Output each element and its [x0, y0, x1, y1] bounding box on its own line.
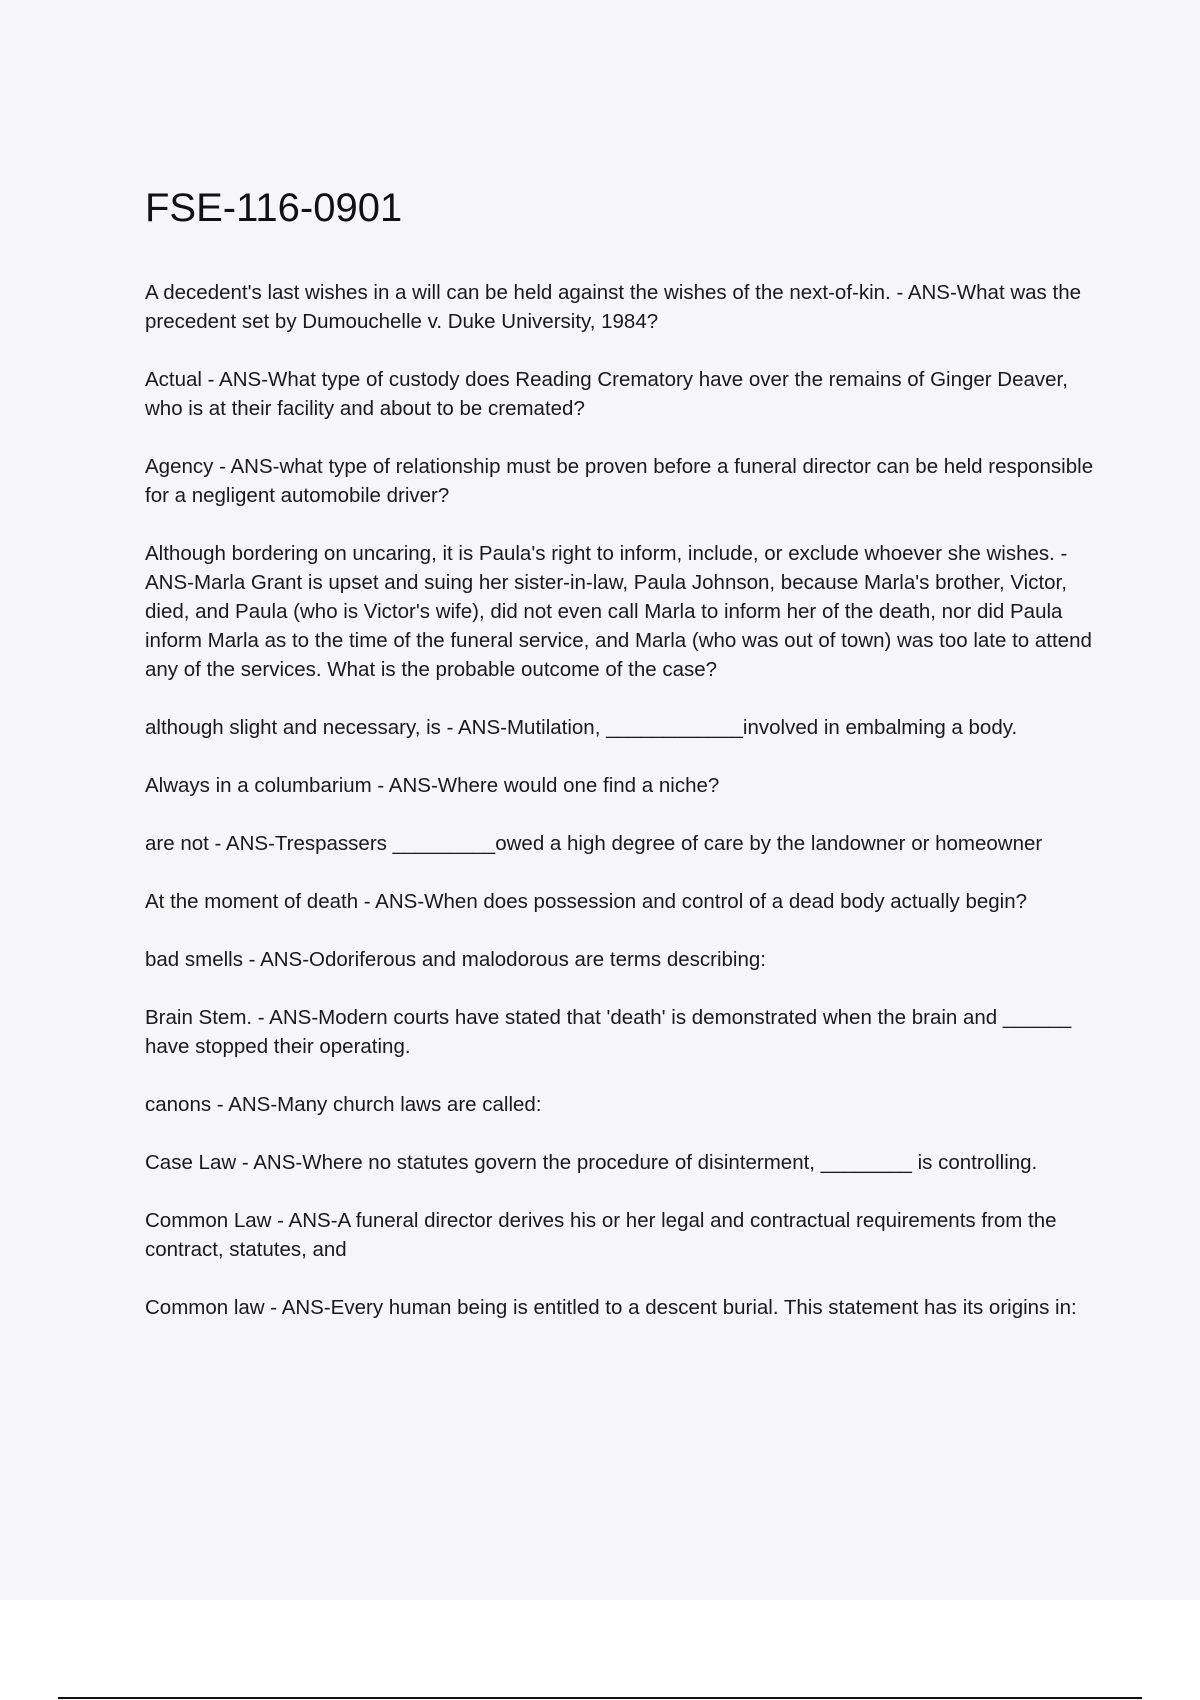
- flashcard-list: [145, 278, 1095, 1351]
- flashcard-entry: Brain Stem. - ANS-Modern courts have stated that 'death' is demonstrated when the brain and ______ have stopped their operating.: [145, 1006, 1072, 1058]
- flashcard-entry: Always in a columbarium - ANS-Where would one find a niche?: [145, 774, 720, 797]
- flashcard-entry: At the moment of death - ANS-When does possession and control of a dead body actually begin?: [145, 890, 1028, 913]
- flashcard-entry: Common law - ANS-Every human being is entitled to a descent burial. This statement has its origins in:: [145, 1296, 1077, 1319]
- flashcard-entry: bad smells - ANS-Odoriferous and malodorous are terms describing:: [145, 948, 766, 971]
- flashcard-entry: canons - ANS-Many church laws are called:: [145, 1093, 542, 1116]
- flashcard-entry: Although bordering on uncaring, it is Paula's right to inform, include, or exclude whoever she wishes. - ANS-Marla Grant is upset and suing her sister-in-law, Paula Johnson, because Marla's brother, Victor, died, and Paula (who is Victor's wife), did not even call Marla to inform her of the death, nor did Paula inform Marla as to the time of the funeral service, and Marla (who was out of town) was too late to attend any of the services. What is the probable outcome of the case?: [145, 542, 1092, 681]
- flashcard-entry: are not - ANS-Trespassers _________owed a high degree of care by the landowner or homeowner: [145, 832, 1043, 855]
- flashcard-entry: Common Law - ANS-A funeral director derives his or her legal and contractual requirements from the contract, statutes, and: [145, 1209, 1057, 1261]
- document-title: FSE-116-0901: [145, 186, 403, 230]
- flashcard-entry: Agency - ANS-what type of relationship must be proven before a funeral director can be held responsible for a negligent automobile driver?: [145, 455, 1094, 507]
- flashcard-entry: A decedent's last wishes in a will can be held against the wishes of the next-of-kin. - ANS-What was the precedent set by Dumouchelle v. Duke University, 1984?: [145, 281, 1082, 333]
- flashcard-entry: Case Law - ANS-Where no statutes govern the procedure of disinterment, ________ is controlling.: [145, 1151, 1038, 1174]
- flashcard-entry: Actual - ANS-What type of custody does Reading Crematory have over the remains of Ginger Deaver, who is at their facility and about to be cremated?: [145, 368, 1068, 420]
- footer-rule: [58, 1697, 1142, 1699]
- flashcard-entry: although slight and necessary, is - ANS-Mutilation, ____________involved in embalming a body.: [145, 716, 1018, 739]
